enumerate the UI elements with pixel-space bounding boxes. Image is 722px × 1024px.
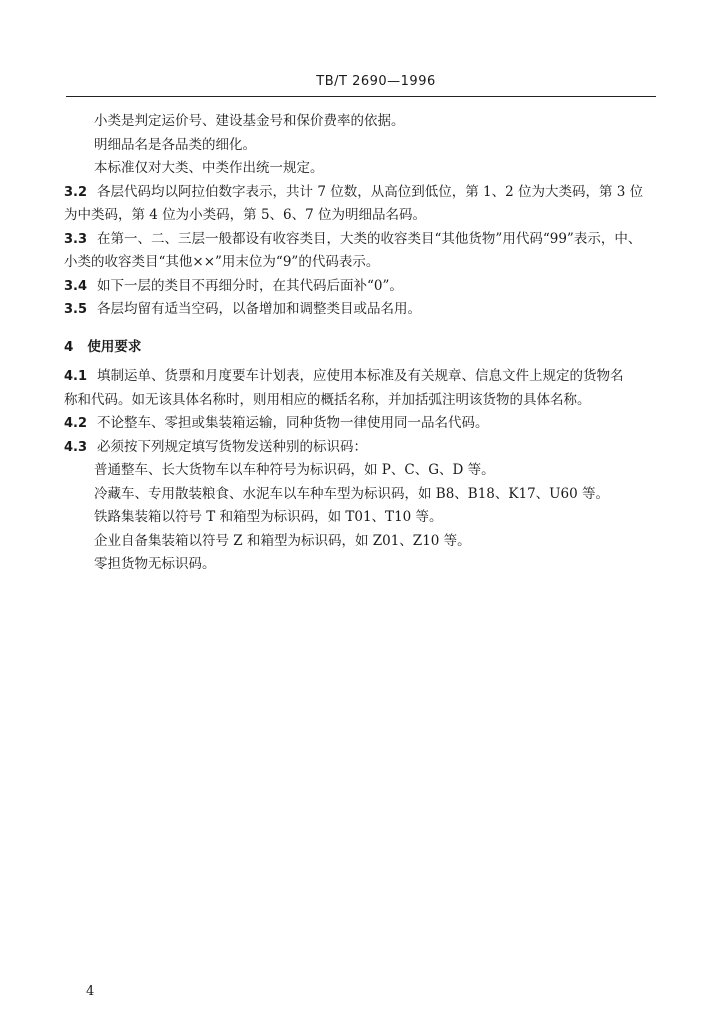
clause-3-2 bbox=[64, 181, 664, 205]
clause-3-3 bbox=[64, 228, 664, 252]
rule-railway-container: 铁路集装箱以符号 T 和箱型为标识码，如 T01、T10 等。 bbox=[94, 509, 443, 525]
clause-number: 3.2 bbox=[64, 184, 88, 200]
paragraph-detail-name: 明细品名是各品类的细化。 bbox=[94, 136, 256, 153]
clause-text: 必须按下列规定填写货物发送种别的标识码： bbox=[97, 438, 368, 455]
clause-text: 不论整车、零担或集装箱运输，同种货物一律使用同一品名代码。 bbox=[97, 415, 489, 431]
paragraph-subcategory: 小类是判定运价号、建设基金号和保价费率的依据。 bbox=[94, 113, 405, 129]
clause-3-2-continued: 为中类码，第 4 位为小类码，第 5、6、7 位为明细品名码。 bbox=[64, 207, 427, 223]
document-code-header: TB/T 2690—1996 bbox=[316, 74, 436, 89]
clause-4-1 bbox=[64, 365, 664, 389]
section-4-heading bbox=[64, 336, 664, 360]
clause-4-3 bbox=[64, 436, 664, 460]
page-body bbox=[64, 110, 664, 577]
clause-3-4 bbox=[64, 275, 664, 299]
rule-less-than-carload: 零担货物无标识码。 bbox=[94, 556, 216, 572]
clause-4-2 bbox=[64, 412, 664, 436]
clause-text: 各层均留有适当空码，以备增加和调整类目或品名用。 bbox=[97, 301, 422, 317]
clause-3-5 bbox=[64, 298, 664, 322]
clause-4-1-continued: 称和代码。如无该具体名称时，则用相应的概括名称，并加括弧注明该货物的具体名称。 bbox=[64, 391, 591, 408]
paragraph-standard-scope: 本标准仅对大类、中类作出统一规定。 bbox=[94, 160, 324, 176]
clause-number: 3.4 bbox=[64, 278, 88, 294]
clause-text: 填制运单、货票和月度要车计划表，应使用本标准及有关规章、信息文件上规定的货物名 bbox=[97, 368, 624, 384]
clause-text: 在第一、二、三层一般都设有收容类目，大类的收容类目“其他货物”用代码“99”表示，中、 bbox=[97, 230, 642, 247]
clause-number: 4.3 bbox=[64, 439, 88, 455]
clause-number: 3.5 bbox=[64, 302, 88, 317]
clause-3-3-continued: 小类的收容类目“其他××”用末位为“9”的代码表示。 bbox=[64, 254, 380, 270]
section-number: 4 bbox=[64, 338, 74, 355]
rule-ordinary-carload: 普通整车、长大货物车以车种符号为标识码，如 P、C、G、D 等。 bbox=[94, 462, 495, 478]
clause-number: 3.3 bbox=[64, 231, 88, 247]
clause-number: 4.1 bbox=[64, 369, 88, 384]
header-rule bbox=[66, 96, 656, 97]
rule-refrigerated-car: 冷藏车、专用散装粮食、水泥车以车种车型为标识码，如 B8、B18、K17、U60 等。 bbox=[94, 485, 610, 502]
rule-private-container: 企业自备集装箱以符号 Z 和箱型为标识码，如 Z01、Z10 等。 bbox=[94, 532, 471, 549]
clause-number: 4.2 bbox=[64, 416, 88, 431]
page-number: 4 bbox=[86, 984, 95, 999]
section-title: 使用要求 bbox=[87, 338, 142, 355]
clause-text: 如下一层的类目不再细分时，在其代码后面补“0”。 bbox=[97, 277, 403, 294]
clause-text: 各层代码均以阿拉伯数字表示，共计 7 位数，从高位到低位，第 1、2 位为大类码，第 3 位 bbox=[97, 183, 644, 200]
